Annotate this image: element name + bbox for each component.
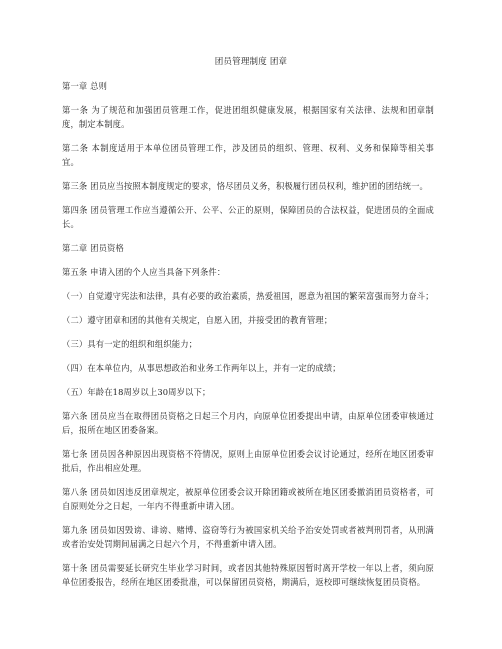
article-paragraph: 第四条 团员管理工作应当遵循公开、公平、公正的原则，保障团员的合法权益，促进团员的全面成长。 (62, 205, 434, 229)
chapter-heading: 第一章 总则 (62, 81, 108, 91)
condition-item: （四）在本单位内，从事思想政治和业务工作两年以上，并有一定的成绩； (62, 363, 341, 373)
article-paragraph: 第六条 团员应当在取得团员资格之日起三个月内，向原单位团委提出申请，由原单位团委审核通过后，报所在地区团委备案。 (62, 411, 434, 435)
document-body (62, 79, 434, 599)
article-paragraph: 第三条 团员应当按照本制度规定的要求，恪尽团员义务，积极履行团员权利，维护团的团结统一。 (62, 181, 429, 191)
article-paragraph: 第十条 团员需要延长研究生毕业学习时间，或者因其他特殊原因暂时离开学校一年以上者，须向原单位团委报告，经所在地区团委批准，可以保留团员资格，期满后，返校即可继续恢复团员资格。 (62, 563, 434, 587)
condition-item: （五）年龄在18周岁以上30周岁以下； (62, 387, 211, 397)
article-paragraph: 第五条 申请入团的个人应当具备下列条件： (62, 267, 226, 277)
article-paragraph: 第一条 为了规范和加强团员管理工作，促进团组织健康发展，根据国家有关法律、法规和团章制度，制定本制度。 (62, 105, 434, 129)
chapter-heading: 第二章 团员资格 (62, 243, 124, 253)
condition-item: （一）自觉遵守宪法和法律，具有必要的政治素质，热爱祖国，愿意为祖国的繁荣富强而努力奋斗； (62, 291, 434, 301)
article-paragraph: 第二条 本制度适用于本单位团员管理工作，涉及团员的组织、管理、权利、义务和保障等相关事宜。 (62, 143, 434, 167)
article-paragraph: 第八条 团员如因违反团章规定，被原单位团委会议开除团籍或被所在地区团委撤消团员资格者，可自原则处分之日起，一年内不得重新申请入团。 (62, 487, 434, 511)
condition-item: （二）遵守团章和团的其他有关规定，自愿入团，并接受团的教育管理； (62, 315, 333, 325)
document-title: 团员管理制度 团章 (214, 57, 288, 67)
article-paragraph: 第七条 团员因各种原因出现资格不符情况，原则上由原单位团委会议讨论通过，经所在地区团委审批后，作出相应处理。 (62, 449, 434, 473)
article-paragraph: 第九条 团员如因毁谤、诽谤、赌博、盗窃等行为被国家机关给予治安处罚或者被判刑罚者，从刑满或者治安处罚期间届满之日起六个月，不得重新申请入团。 (62, 525, 434, 549)
condition-item: （三）具有一定的组织和组织能力； (62, 339, 198, 349)
